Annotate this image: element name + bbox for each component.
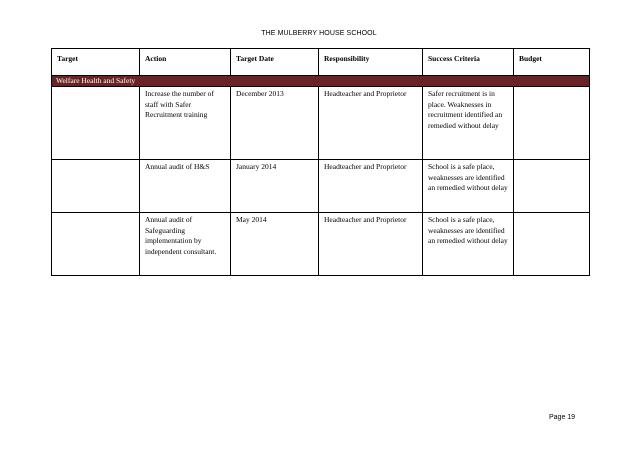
column-header-target-date: Target Date [231,49,319,76]
table-row [52,160,590,213]
column-header-responsibility: Responsibility [319,49,423,76]
cell-budget [514,160,590,213]
cell-action: Increase the number of staff with Safer Recruitment training [140,87,231,160]
column-header-success-criteria: Success Criteria [423,49,514,76]
table-row [52,213,590,276]
cell-budget [514,87,590,160]
section-row [52,76,590,87]
cell-success-criteria: Safer recruitment is in place. Weaknesses in recruitment identified an remedied without delay [423,87,514,160]
column-header-action: Action [140,49,231,76]
cell-success-criteria: School is a safe place, weaknesses are identified an remedied without delay [423,213,514,276]
cell-action: Annual audit of Safeguarding implementation by independent consultant. [140,213,231,276]
cell-target-date: May 2014 [231,213,319,276]
document-header: THE MULBERRY HOUSE SCHOOL [261,30,377,37]
cell-target [52,213,140,276]
cell-target [52,160,140,213]
section-title: Welfare Health and Safety [52,76,590,87]
cell-responsibility: Headteacher and Proprietor [319,160,423,213]
table-row [52,87,590,160]
cell-target-date: January 2014 [231,160,319,213]
cell-responsibility: Headteacher and Proprietor [319,87,423,160]
cell-target [52,87,140,160]
cell-responsibility: Headteacher and Proprietor [319,213,423,276]
cell-success-criteria: School is a safe place, weaknesses are identified an remedied without delay [423,160,514,213]
cell-budget [514,213,590,276]
action-plan-table [51,48,590,276]
cell-target-date: December 2013 [231,87,319,160]
cell-action: Annual audit of H&S [140,160,231,213]
column-header-budget: Budget [514,49,590,76]
table-header-row [52,49,590,76]
page-number: Page 19 [549,414,576,421]
column-header-target: Target [52,49,140,76]
